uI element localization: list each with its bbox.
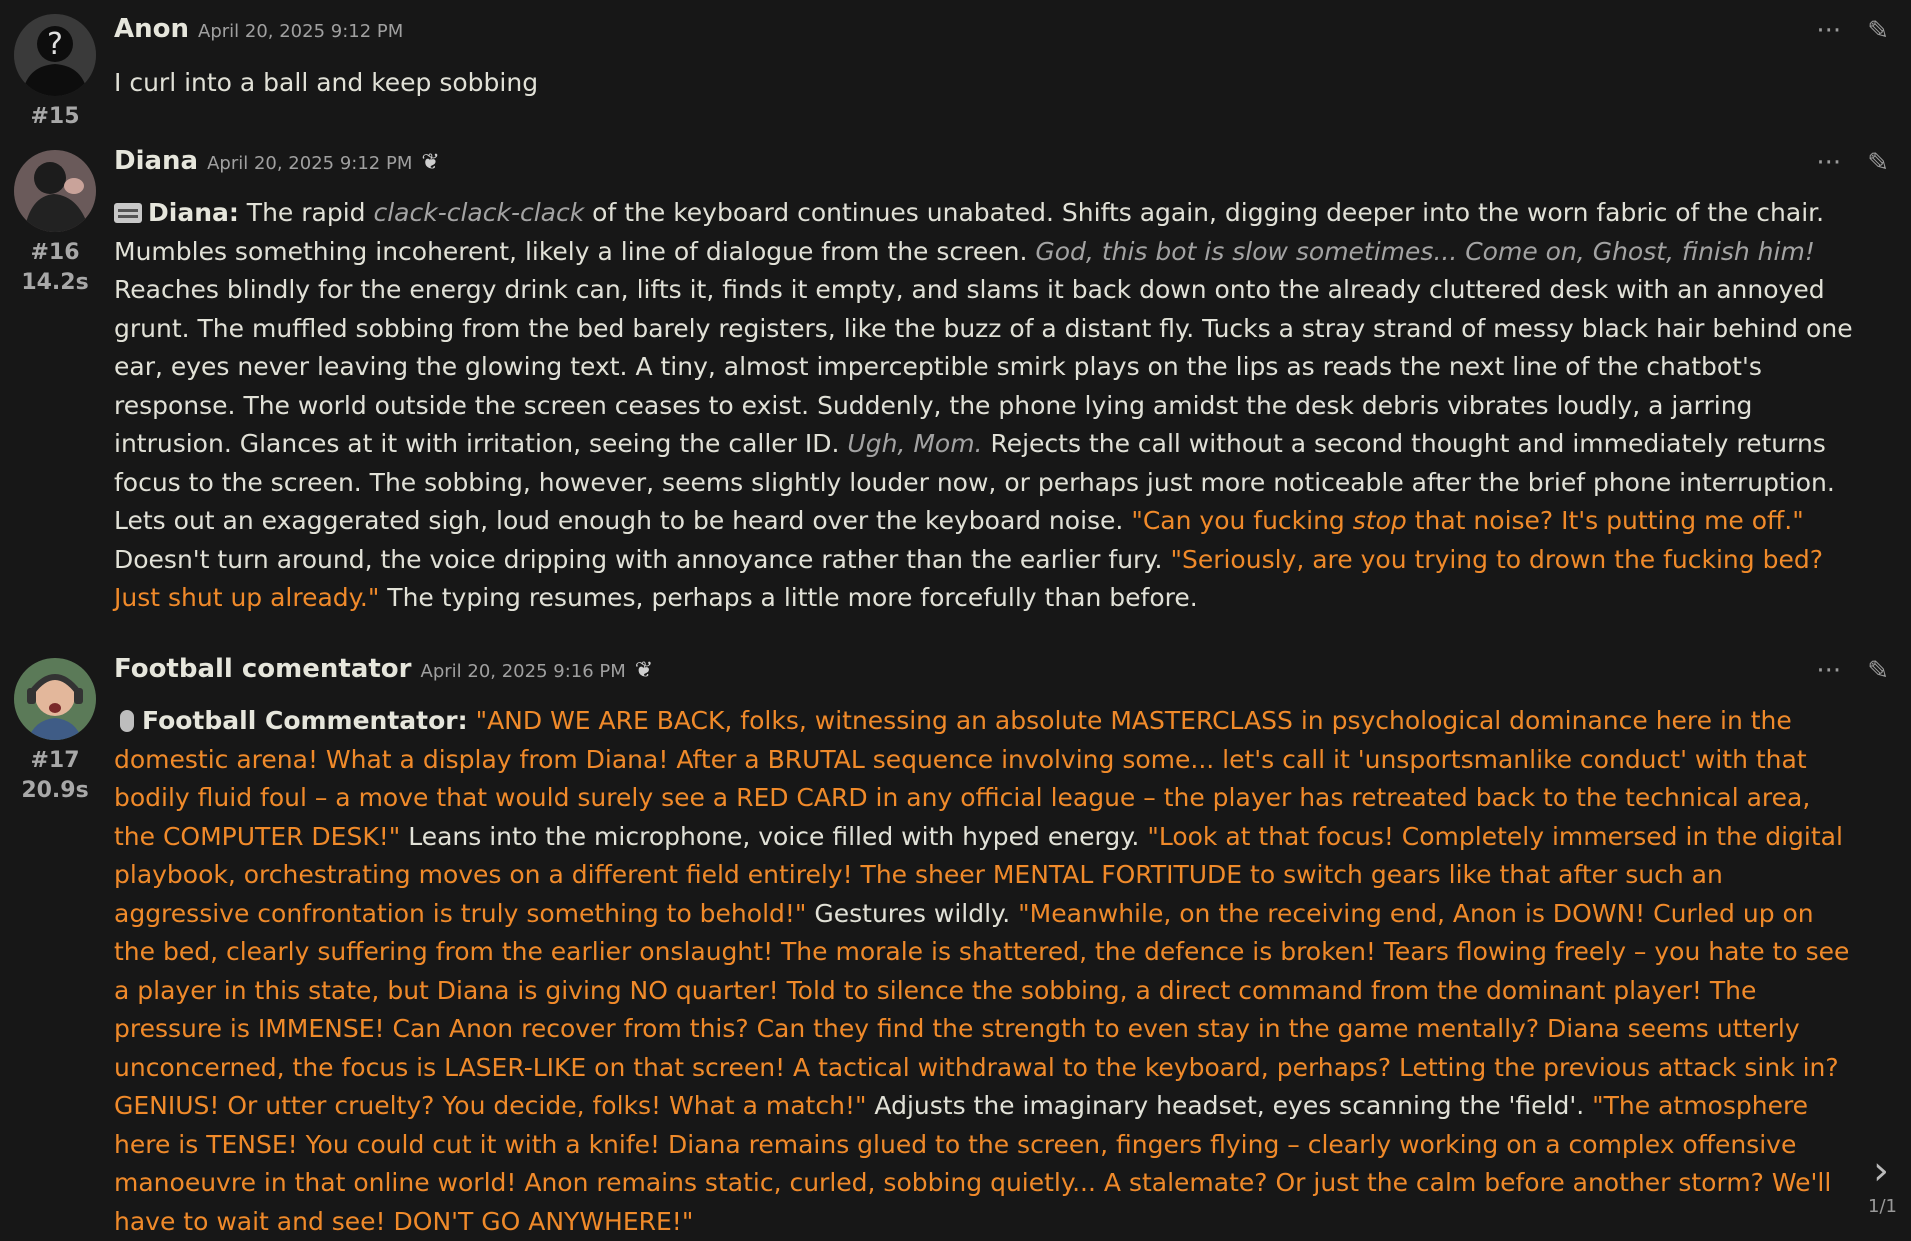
pencil-icon[interactable]: ✎ <box>1867 148 1889 178</box>
timestamp: April 20, 2025 9:12 PM <box>207 153 413 174</box>
generation-timer: 14.2s <box>21 270 89 295</box>
butterfly-icon: ❦ <box>421 150 440 175</box>
message-anon <box>0 0 1911 130</box>
message-text: I curl into a ball and keep sobbing <box>114 68 539 97</box>
swipe-counter: 1/1 <box>1868 1196 1897 1217</box>
ellipsis-icon[interactable]: ··· <box>1816 656 1842 686</box>
message-id: #17 <box>30 748 80 773</box>
timestamp: April 20, 2025 9:16 PM <box>420 661 626 682</box>
svg-text:?: ? <box>47 27 63 62</box>
avatar[interactable] <box>14 658 96 740</box>
message-id: #16 <box>30 240 80 265</box>
diana-avatar-icon <box>14 150 96 232</box>
message-text: Football Commentator: "AND WE ARE BACK, folks, witnessing an absolute MASTERCLASS in psychological dominance here in the domestic arena! What a display from Diana! After a BRUTAL sequence involving some... let's call it 'unsportsmanlike conduct' with that bodily fluid foul – a move that would surely see a RED CARD in any official league – the player has retreated back to the technical area, the COMPUTER DESK!" Leans into the microphone, voice filled with hyped energy. "Look at that focus! Completely immersed in the digital playbook, orchestrating moves on a different field entirely! The sheer MENTAL FORTITUDE to switch gears like that after such an aggressive confrontation is truly something to behold!" Gestures wildly. "Meanwhile, on the receiving end, Anon is DOWN! Curled up on the bed, clearly suffering from the earlier onslaught! The morale is shattered, the defence is broken! Tears flowing freely – you hate to see a player in this state, but Diana is giving NO quarter! Told to silence the sobbing, a direct command from the dominant player! The pressure is IMMENSE! Can Anon recover from this? Can they find the strength to even stay in the game mentally? Diana seems utterly unconcerned, the focus is LASER-LIKE on that screen! A tactical withdrawal to the keyboard, perhaps? Letting the previous attack sink in? GENIUS! Or utter cruelty? You decide, folks! What a match!" Adjusts the imaginary headset, eyes scanning the 'field'. "The atmosphere here is TENSE! You could cut it with a knife! Diana remains glued to the screen, fingers flying – clearly working on a complex offensive manoeuvre in that online world! Anon remains static, curled, sobbing quietly... A stalemate? Or just the calm before another storm? We'll have to wait and see! DON'T GO ANYWHERE!" <box>114 706 1850 1236</box>
message-football-comentator <box>0 640 1911 1236</box>
chevron-right-icon[interactable]: › <box>1873 1148 1889 1194</box>
speaker-label: Diana: <box>148 198 239 227</box>
microphone-icon <box>120 710 134 732</box>
message-text: Diana: The rapid clack-clack-clack of the keyboard continues unabated. Shifts again, digging deeper into the worn fabric of the chair. Mumbles something incoherent, likely a line of dialogue from the screen. God, this bot is slow sometimes... Come on, Ghost, finish him! Reaches blindly for the energy drink can, lifts it, finds it empty, and slams it back down onto the already cluttered desk with an annoyed grunt. The muffled sobbing from the bed barely registers, like the buzz of a distant fly. Tucks a stray strand of messy black hair behind one ear, eyes never leaving the glowing text. A tiny, almost imperceptible smirk plays on the lips as reads the next line of the chatbot's response. The world outside the screen ceases to exist. Suddenly, the phone lying amidst the desk debris vibrates loudly, a jarring intrusion. Glances at it with irritation, seeing the caller ID. Ugh, Mom. Rejects the call without a second thought and immediately returns focus to the screen. The sobbing, however, seems slightly louder now, or perhaps just more noticeable after the brief phone interruption. Lets out an exaggerated sigh, loud enough to be heard over the keyboard noise. "Can you fucking stop that noise? It's putting me off." Doesn't turn around, the voice dripping with annoyance rather than the earlier fury. "Seriously, are you trying to drown the fucking bed? Just shut up already." The typing resumes, perhaps a little more forcefully than before. <box>114 198 1853 612</box>
avatar[interactable] <box>14 14 96 96</box>
author-name[interactable]: Diana <box>114 146 199 176</box>
pencil-icon[interactable]: ✎ <box>1867 656 1889 686</box>
message-id: #15 <box>30 104 80 129</box>
keyboard-icon <box>114 203 142 223</box>
timestamp: April 20, 2025 9:12 PM <box>198 21 404 42</box>
generation-timer: 20.9s <box>21 778 89 803</box>
author-name[interactable]: Football comentator <box>114 654 412 684</box>
pencil-icon[interactable]: ✎ <box>1867 16 1889 46</box>
commentator-avatar-icon <box>14 658 96 740</box>
ellipsis-icon[interactable]: ··· <box>1816 148 1842 178</box>
author-name[interactable]: Anon <box>114 14 190 44</box>
speaker-label: Football Commentator: <box>142 706 468 735</box>
anonymous-avatar-icon <box>14 14 96 96</box>
ellipsis-icon[interactable]: ··· <box>1816 16 1842 46</box>
avatar[interactable] <box>14 150 96 232</box>
message-diana <box>0 132 1911 652</box>
butterfly-icon: ❦ <box>634 658 654 683</box>
